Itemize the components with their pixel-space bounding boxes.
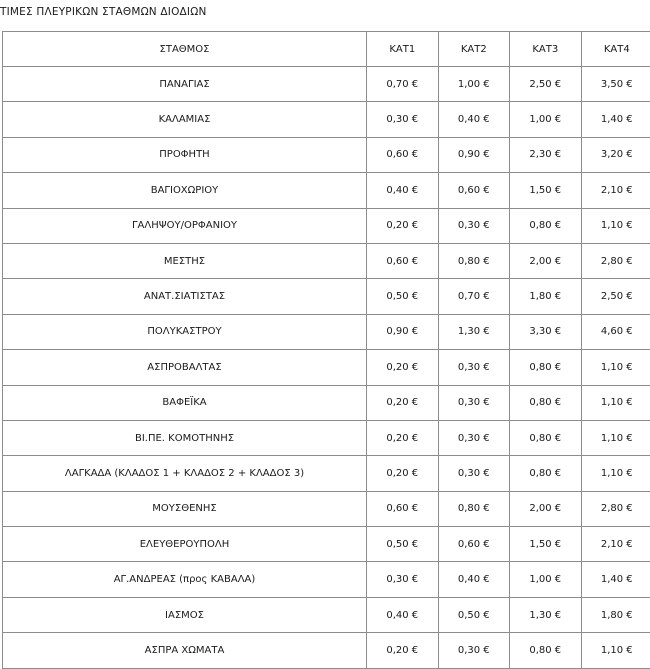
cell-station: ΒΑΓΙΟΧΩΡΙΟΥ [3, 173, 367, 208]
cell-station: ΒΙ.ΠΕ. ΚΟΜΟΤΗΝΗΣ [3, 420, 367, 455]
cell-cat1: 0,50 € [367, 527, 439, 562]
cell-cat2: 0,80 € [438, 491, 510, 526]
column-header-cat4: ΚΑΤ4 [581, 32, 650, 67]
table-row [3, 491, 650, 526]
cell-cat4: 1,40 € [581, 562, 650, 597]
cell-cat3: 0,80 € [510, 350, 582, 385]
table-row [3, 385, 650, 420]
cell-cat4: 4,60 € [581, 314, 650, 349]
cell-cat4: 1,10 € [581, 350, 650, 385]
cell-cat2: 0,60 € [438, 527, 510, 562]
cell-station: ΠΡΟΦΗΤΗ [3, 137, 367, 172]
cell-station: ΙΑΣΜΟΣ [3, 597, 367, 632]
cell-cat1: 0,40 € [367, 597, 439, 632]
table-row [3, 420, 650, 455]
cell-cat1: 0,60 € [367, 137, 439, 172]
cell-station: ΑΝΑΤ.ΣΙΑΤΙΣΤΑΣ [3, 279, 367, 314]
cell-station: ΑΣΠΡΑ ΧΩΜΑΤΑ [3, 633, 367, 668]
table-row [3, 243, 650, 278]
cell-cat2: 0,30 € [438, 633, 510, 668]
cell-station: ΠΟΛΥΚΑΣΤΡΟΥ [3, 314, 367, 349]
page-title: ΤΙΜΕΣ ΠΛΕΥΡΙΚΩΝ ΣΤΑΘΜΩΝ ΔΙΟΔΙΩΝ [0, 6, 207, 18]
cell-station: ΓΑΛΗΨΟΥ/ΟΡΦΑΝΙΟΥ [3, 208, 367, 243]
cell-cat2: 0,60 € [438, 173, 510, 208]
cell-cat3: 1,30 € [510, 597, 582, 632]
column-header-cat2: ΚΑΤ2 [438, 32, 510, 67]
cell-cat3: 1,50 € [510, 173, 582, 208]
cell-cat2: 0,70 € [438, 279, 510, 314]
cell-cat3: 0,80 € [510, 633, 582, 668]
cell-cat3: 1,00 € [510, 102, 582, 137]
cell-cat4: 1,10 € [581, 208, 650, 243]
cell-station: ΕΛΕΥΘΕΡΟΥΠΟΛΗ [3, 527, 367, 562]
column-header-station: ΣΤΑΘΜΟΣ [3, 32, 367, 67]
table-header-row [3, 32, 650, 67]
cell-cat2: 0,30 € [438, 420, 510, 455]
cell-cat3: 0,80 € [510, 456, 582, 491]
column-header-cat1: ΚΑΤ1 [367, 32, 439, 67]
cell-station: ΜΟΥΣΘΕΝΗΣ [3, 491, 367, 526]
cell-cat4: 1,10 € [581, 420, 650, 455]
cell-cat1: 0,50 € [367, 279, 439, 314]
cell-cat2: 0,30 € [438, 456, 510, 491]
cell-station: ΛΑΓΚΑΔΑ (ΚΛΑΔΟΣ 1 + ΚΛΑΔΟΣ 2 + ΚΛΑΔΟΣ 3) [3, 456, 367, 491]
cell-cat4: 3,20 € [581, 137, 650, 172]
cell-cat1: 0,20 € [367, 350, 439, 385]
cell-cat3: 2,30 € [510, 137, 582, 172]
cell-cat2: 0,30 € [438, 385, 510, 420]
cell-cat1: 0,60 € [367, 491, 439, 526]
cell-cat3: 0,80 € [510, 208, 582, 243]
cell-cat2: 0,90 € [438, 137, 510, 172]
cell-cat1: 0,20 € [367, 633, 439, 668]
table-row [3, 173, 650, 208]
cell-cat4: 2,10 € [581, 173, 650, 208]
cell-cat4: 1,10 € [581, 456, 650, 491]
cell-cat4: 1,10 € [581, 633, 650, 668]
cell-cat1: 0,60 € [367, 243, 439, 278]
table-body [3, 67, 650, 669]
cell-cat4: 2,80 € [581, 243, 650, 278]
cell-cat2: 0,80 € [438, 243, 510, 278]
table-row [3, 456, 650, 491]
table-row [3, 208, 650, 243]
cell-station: ΑΣΠΡΟΒΑΛΤΑΣ [3, 350, 367, 385]
cell-cat1: 0,20 € [367, 385, 439, 420]
cell-cat2: 0,50 € [438, 597, 510, 632]
cell-cat4: 3,50 € [581, 67, 650, 102]
cell-cat2: 0,30 € [438, 208, 510, 243]
table-row [3, 67, 650, 102]
cell-cat4: 2,10 € [581, 527, 650, 562]
cell-cat2: 0,30 € [438, 350, 510, 385]
cell-cat1: 0,30 € [367, 562, 439, 597]
cell-cat3: 2,00 € [510, 491, 582, 526]
cell-cat1: 0,90 € [367, 314, 439, 349]
cell-cat2: 0,40 € [438, 102, 510, 137]
cell-cat3: 0,80 € [510, 385, 582, 420]
cell-cat4: 1,80 € [581, 597, 650, 632]
table-row [3, 562, 650, 597]
cell-cat1: 0,20 € [367, 420, 439, 455]
cell-cat3: 2,50 € [510, 67, 582, 102]
cell-cat3: 1,80 € [510, 279, 582, 314]
cell-cat1: 0,70 € [367, 67, 439, 102]
cell-cat2: 0,40 € [438, 562, 510, 597]
cell-station: ΒΑΦΕΪΚΑ [3, 385, 367, 420]
cell-cat1: 0,40 € [367, 173, 439, 208]
cell-station: ΜΕΣΤΗΣ [3, 243, 367, 278]
cell-cat1: 0,20 € [367, 208, 439, 243]
column-header-cat3: ΚΑΤ3 [510, 32, 582, 67]
table-row [3, 102, 650, 137]
cell-station: ΠΑΝΑΓΙΑΣ [3, 67, 367, 102]
cell-station: ΑΓ.ΑΝΔΡΕΑΣ (προς ΚΑΒΑΛΑ) [3, 562, 367, 597]
table-row [3, 527, 650, 562]
cell-cat3: 0,80 € [510, 420, 582, 455]
toll-prices-table [2, 31, 650, 669]
cell-cat1: 0,30 € [367, 102, 439, 137]
cell-cat3: 1,50 € [510, 527, 582, 562]
cell-cat4: 2,50 € [581, 279, 650, 314]
cell-cat2: 1,00 € [438, 67, 510, 102]
cell-cat1: 0,20 € [367, 456, 439, 491]
table-row [3, 633, 650, 668]
table-row [3, 597, 650, 632]
cell-cat3: 1,00 € [510, 562, 582, 597]
cell-cat3: 2,00 € [510, 243, 582, 278]
cell-cat4: 1,10 € [581, 385, 650, 420]
cell-cat3: 3,30 € [510, 314, 582, 349]
cell-station: ΚΑΛΑΜΙΑΣ [3, 102, 367, 137]
cell-cat4: 2,80 € [581, 491, 650, 526]
table-row [3, 137, 650, 172]
table-row [3, 350, 650, 385]
table-row [3, 314, 650, 349]
cell-cat4: 1,40 € [581, 102, 650, 137]
cell-cat2: 1,30 € [438, 314, 510, 349]
table-row [3, 279, 650, 314]
